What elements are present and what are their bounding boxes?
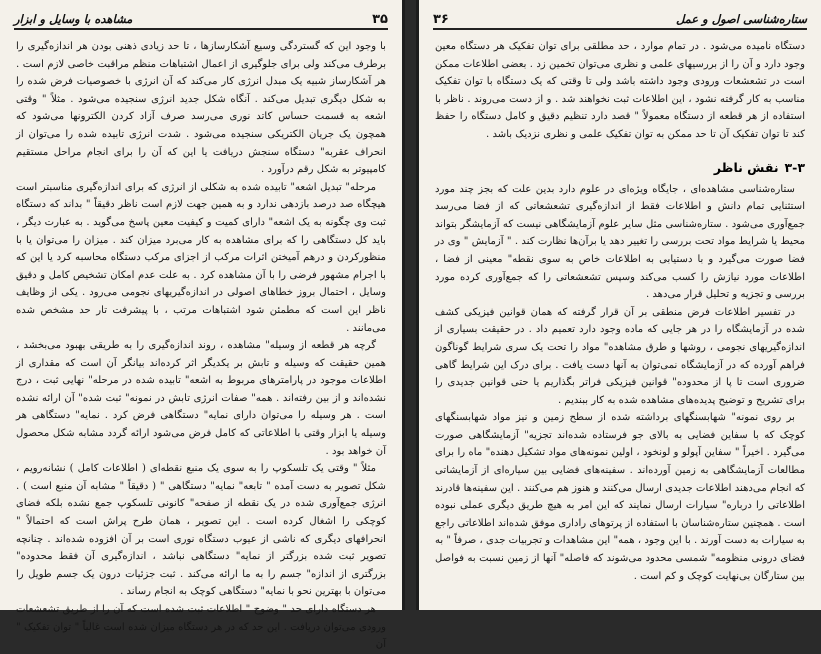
left-page-body [16,38,386,651]
left-running-title: مشاهده با وسایل و ابزار [14,12,133,26]
left-paragraph-3: گرچه هر قطعه از وسیله" مشاهده ، روند اندازه‌گیری را به طریقی بهبود می‌بخشد ، همین حقیقت که وسیله و تابش بر یکدیگر اثر کرده‌اند بیانگر آن است که مقداری از اطلاعات موجود در پارامترهای مربوط به اشعه" تابیده شده در مرحله" نهایی ثبت ، درج نشده‌اند و از بین رفته‌اند . همه" صفات انرژی تابش در نمونه" ثبت شده" آن ارائه نشده است . هر وسیله را می‌توان دارای نمایه" دستگاهی فرض کرد . نمایه" دستگاهی هر وسیله یا ابزار وقتی با اطلاعاتی که کامل فرض می‌شود ارائه گردد مشابه شکل محصول آن خواهد بود . [16,340,386,457]
right-page-header [433,6,807,30]
section-heading [435,160,805,175]
right-page [416,0,821,610]
left-page [0,0,405,651]
right-page-body [435,38,805,604]
left-page-number: ۳۵ [372,12,388,27]
left-page-header [14,6,388,30]
right-paragraph-3: در تفسیر اطلاعات فرض منطقی بر آن قرار گرفته که همان قوانین فیزیکی کشف شده در آزمایشگاه را در هر جایی که ماده وجود دارد تعمیم داد . در حقیقت بسیاری از اندازه‌گیریهای نجومی ، روشها و طرق مشاهده" مواد را تحت یک سری شرایط گوناگون فراهم آورده که در آزمایشگاه نمی‌توان به آنها دست یافت . برای درک این شرایط گاهی ضروری است تا پا از محدوده" قوانین فیزیکی فراتر بگذاریم یا حتی قوانین جدیدی را برای تشریح و توضیح پدیده‌های مشاهده شده به کار ببندیم . [435,306,805,406]
right-page-number: ۳۶ [433,12,449,27]
section-title: نقش ناظر [713,159,779,175]
right-paragraph-2: ستاره‌شناسی مشاهده‌ای ، جایگاه ویژه‌ای در علوم دارد بدین علت که بجز چند مورد استثنایی تمام دانش و اطلاعات فقط از اندازه‌گیری تشعشعاتی که از فضا می‌رسد جمع‌آوری می‌شود . ستاره‌شناسی مثل سایر علوم آزمایشگاهی نیست که آزمایشگر بتواند محیط یا شرایط مواد تحت بررسی را تغییر دهد یا برآن‌ها نظارت کند . " آزمایش " وی در فضا صورت می‌گیرد و با دستیابی به اطلاعات خاص به سوی نقطه" معینی از فضا ، اطلاعات مورد نیازش را کسب می‌کند وسپس تشعشعاتی را که جمع‌آوری کرده مورد بررسی و تجزیه و تحلیل قرار می‌دهد . [435,183,805,301]
left-paragraph-2: مرحله" تبدیل اشعه" تابیده شده به شکلی از انرژی که برای اندازه‌گیری مناسبتر است هیچگاه صد درصد بازدهی ندارد و به همین جهت لازم است ناظر دقیقاً " بداند که دستگاه ثبت وی چگونه به یک اشعه" دارای کمیت و کیفیت معین پاسخ می‌گوید . به عبارت دیگر ، باید کل دستگاهی را که برای مشاهده به کار می‌برد میزان کند . میزان را می‌توان یا با منظورکردن و درهم آمیختن اثرات مرکب از اجزای مرکب دستگاه محاسبه کرد یا این که با اجرام مشهور فرضی را با آن مشاهده کرد . به علت عدم امکان تشخیص کامل و دقیق وسایل ، احتمال بروز خطاهای اصولی در اندازه‌گیریهای نجومی می‌رود . یکی از وظایف ناظر این است که مطمئن شود اشتباهات مرتب ، با پیشرفت تار حد مشخص شده می‌مانند . [16,181,386,334]
right-paragraph-1: دستگاه نامیده می‌شود . در تمام موارد ، حد مطلقی برای توان تفکیک هر دستگاه معین وجود دارد و آن را از بررسیهای علمی و نظری می‌توان تخمین زد . بعضی اطلاعات ممکن است در تشعشعات ورودی وجود داشته باشد ولی تا وقتی که یک دستگاه با توان تفکیک مناسب به کار گرفته نشود ، این اطلاعات ثبت نخواهند شد . و از دست می‌روند . ناظر با استفاده از هر قطعه از دستگاه معمولاً " قصد دارد تنظیم دقیق و کامل دستگاه را حفظ کند تا توان تفکیک آن تا حد ممکن به توان تفکیک علمی و نظری نزدیک باشد . [435,41,805,140]
section-number: ۳-۳ [784,159,805,175]
left-paragraph-5: هر دستگاه دارای حد " وضوح " اطلاعات ثبت شده است که آن را از طریق تشعشعات ورودی می‌توان دریافت . این حد که در هر دستگاه میزان شده است غالباً " توان تفکیک " آن [16,604,386,651]
right-running-title: ستاره‌شناسی اصول و عمل [675,12,807,26]
left-paragraph-1: با وجود این که گستردگی وسیع آشکارسازها ، تا حد زیادی ذهنی بودن هر اندازه‌گیری را برطرف می‌کند ولی برای جلوگیری از اعمال اشتباهات منظم مراقبت خاصی لازم است . هر آشکارساز شبیه یک مبدل انرژی کار می‌کند که آن انرژی با خصوصیات فرض شده را به شکل دیگری تبدیل می‌کند . آنگاه شکل جدید انرژی سنجیده می‌شود . مثلاً " وقتی اشعه به قسمت حساس کاتد نوری می‌رسد صرف آزاد کردن الکترونها می‌شود که همچون یک جریان الکتریکی سنجیده می‌شود . شدت انرژی تابیده شده را می‌توان از انحراف عقربه" دستگاه سنجش دریافت یا این که آن را برای انجام مراحل مستقیم کامپیوتر به شکل رقم درآورد . [16,41,386,176]
right-paragraph-4: بر روی نمونه" شهابسنگهای برداشته شده از سطح زمین و نیز مواد شهابسنگهای کوچک که با سفاین فضایی به بالای جو فرستاده شده‌اند تجزیه" آزمایشگاهی صورت می‌گیرد . اخیراً " سفاین آپولو و لونخود ، اولین نمونه‌های مواد تشکیل دهنده" ماه را برای مطالعات آزمایشگاهی به زمین آورده‌اند . سفینه‌های فضایی بین سیاره‌ای از آزمایشاتی که انجام می‌دهند اطلاعات جدیدی ارسال می‌کنند و هنوز هم می‌کنند . این سفینه‌ها قادرند اطلاعاتی را درباره" سیارات ارسال نمایند که این امر به هیچ طریق دیگری عملی نبوده است . همچنین ستاره‌شناسان با استفاده از پرتوهای راداری موفق شده‌اند اطلاعاتی راجع به سیارات به دست آورند . با این وجود ، همه" این مشاهدات و تجربیات جدی ، صرفاً " به فضای درونی منظومه" شمسی محدود می‌شوند که فاصله" آنها از زمین نسبت به فواصل بین ستارگان بی‌نهایت کوچک و کم است . [435,412,805,582]
left-paragraph-4: مثلاً " وقتی یک تلسکوپ را به سوی یک منبع نقطه‌ای ( اطلاعات کامل ) نشانه‌رویم ، شکل تصویر به دست آمده " تابعه" نمایه" دستگاهی " ( دقیقاً " مشابه آن منبع است ) . انرژی جمع‌آوری شده در یک نقطه از صفحه" کانونی تلسکوپ جمع نشده بلکه فضای کوچکی را اشغال کرده است . این تصویر ، همان طرح پراش است که احتمالاً " انحرافهای دیگری که ناشی از عیوب دستگاه نوری است بر آن افزوده شده‌اند . چنانچه تصویر ثبت شده بزرگتر از نمایه" دستگاهی نباشد ، اندازه‌گیری آن فقط محدوده" بزرگتری از اندازه" جسم را به ما ارائه می‌کند . ثبت جزئیات درون یک جسم طویل را می‌توان با بهترین نحو با نمایه" دستگاهی کوچک به انجام رساند . [16,463,386,598]
